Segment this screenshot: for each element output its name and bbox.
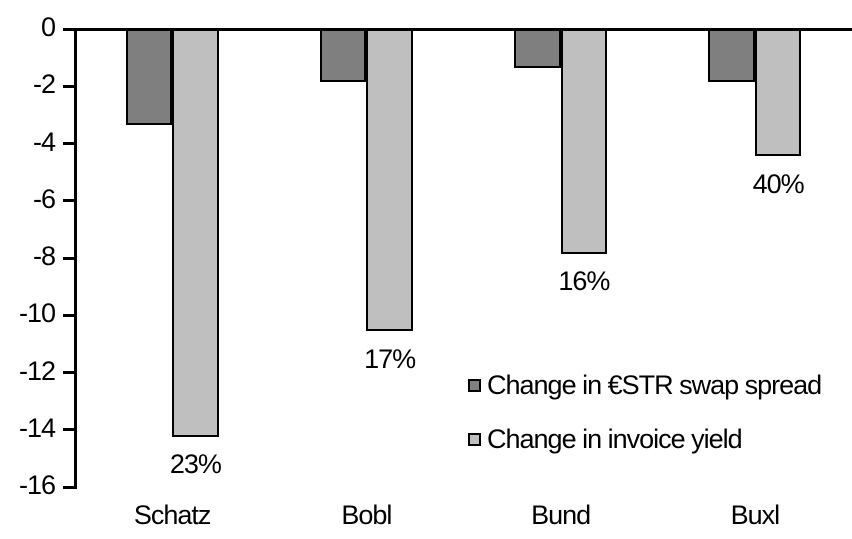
legend-label-swap-spread: Change in €STR swap spread (487, 370, 822, 400)
bar-invoice-yield (172, 29, 219, 437)
y-axis-tick-label: -12 (18, 355, 55, 386)
legend-item-swap-spread (468, 372, 821, 399)
y-axis-tick-label: -8 (32, 241, 55, 271)
y-axis-tick (63, 85, 74, 88)
x-axis-category-label: Bobl (341, 500, 392, 530)
bar-data-label: 16% (558, 266, 610, 297)
y-axis-tick (63, 486, 74, 489)
bar-invoice-yield (561, 29, 608, 254)
bar-swap-spread (320, 29, 367, 82)
bar-swap-spread (708, 29, 755, 82)
x-axis-category-label: Schatz (133, 500, 211, 530)
y-axis-tick (63, 257, 74, 260)
y-axis-tick (63, 199, 74, 202)
bar-data-label: 40% (752, 168, 804, 199)
bar-swap-spread (126, 29, 173, 125)
bar-data-label: 23% (169, 449, 221, 480)
x-axis-category-label: Bund (531, 500, 591, 530)
bar-invoice-yield (366, 29, 413, 331)
y-axis-tick (63, 314, 74, 317)
bar-data-label: 17% (364, 343, 416, 374)
y-axis-tick-label: 0 (40, 12, 55, 42)
y-axis-tick-label: -14 (18, 412, 55, 443)
x-axis-line (63, 28, 852, 31)
legend-swatch-invoice-yield-icon (468, 433, 481, 446)
x-axis-category-label: Buxl (730, 500, 780, 530)
legend-label-invoice-yield: Change in invoice yield (487, 424, 742, 454)
y-axis-tick-label: -4 (32, 126, 55, 157)
y-axis-tick-label: -6 (32, 183, 55, 214)
y-axis-tick-label: -2 (32, 69, 55, 100)
legend-item-invoice-yield (468, 426, 742, 453)
y-axis-tick-label: -10 (18, 298, 55, 329)
legend-swatch-swap-spread-icon (468, 379, 481, 392)
y-axis-tick (63, 371, 74, 374)
bar-invoice-yield (755, 29, 802, 156)
bar-swap-spread (514, 29, 561, 68)
y-axis-tick (63, 428, 74, 431)
y-axis-line (74, 28, 77, 489)
y-axis-tick (63, 142, 74, 145)
y-axis-tick-label: -16 (18, 470, 55, 500)
